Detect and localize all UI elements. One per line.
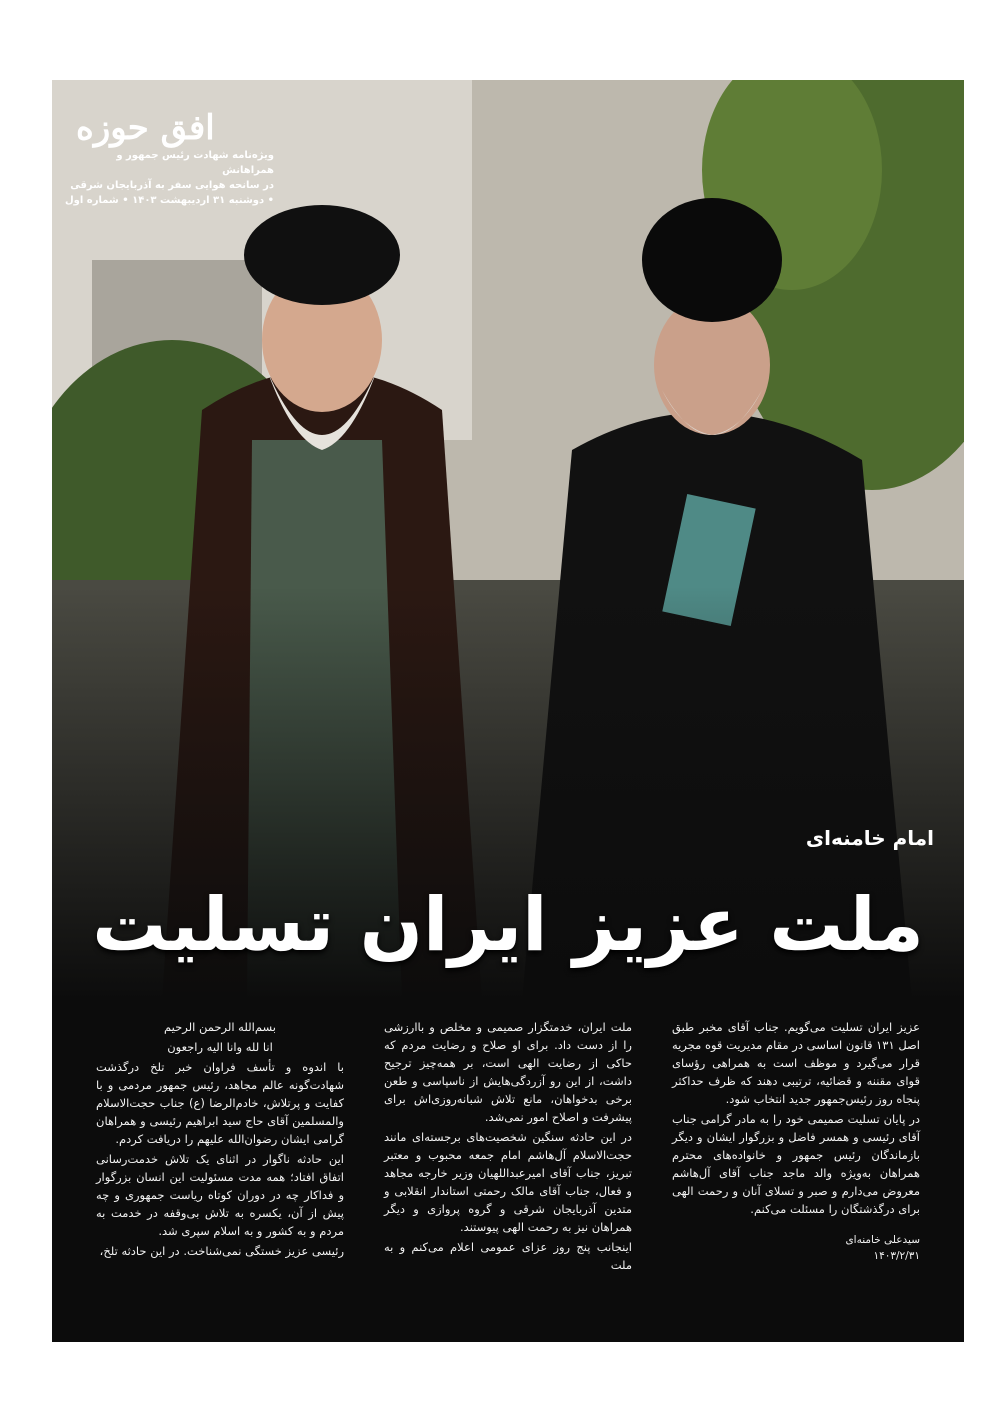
message-column-2 <box>384 1018 632 1282</box>
paragraph: این حادثه ناگوار در اثنای یک تلاش خدمت‌رسانی اتفاق افتاد؛ همه مدت مسئولیت این انسان بزرگوار و فداکار چه در دوران کوتاه ریاست جمهوری و چه پیش از آن، یکسره به تلاش بی‌وقفه در خدمت به مردم و به کشور و به اسلام سپری شد. <box>96 1152 344 1238</box>
attribution: امام خامنه‌ای <box>805 826 934 850</box>
message-columns <box>96 1018 920 1282</box>
paragraph: اینجانب پنج روز عزای عمومی اعلام می‌کنم و به ملت <box>384 1240 632 1272</box>
message-column-1 <box>96 1018 344 1282</box>
paragraph: در پایان تسلیت صمیمی خود را به مادر گرامی جناب آقای رئیسی و همسر فاضل و بزرگوار ایشان و دیگر بازماندگان رئیس جمهور و خانواده‌های محترم همراهان به‌ویژه والد ماجد جناب آقای آل‌هاشم معروض می‌دارم و صبر و تسلای آنان و رحمت الهی برای درگذشتگان را مسئلت می‌کنم. <box>672 1112 920 1216</box>
publication-logo: افق حوزه <box>76 108 215 148</box>
edition-line-1: ویژه‌نامه شهادت رئیس جمهور و همراهانش <box>116 150 274 176</box>
masthead <box>64 108 274 208</box>
paragraph: عزیز ایران تسلیت می‌گویم. جناب آقای مخبر طبق اصل ۱۳۱ قانون اساسی در مقام مدیریت قوه مجریه قرار می‌گیرد و موظف است به همراهی رؤسای قوای مقننه و قضائیه، ترتیبی دهند که ظرف حداکثر پنجاه روز رئیس‌جمهور جدید انتخاب شود. <box>672 1020 920 1106</box>
edition-line-3: • دوشنبه ۳۱ اردیبهشت ۱۴۰۳ • شماره اول <box>65 195 274 206</box>
poster-page <box>52 80 964 1342</box>
paragraph: در این حادثه سنگین شخصیت‌های برجسته‌ای مانند حجت‌الاسلام آل‌هاشم امام جمعه محبوب و معتبر تبریز، جناب آقای امیرعبداللهیان وزیر خارجه مجاهد و فعال، جناب آقای مالک رحمتی استاندار انقلابی و متدین آذربایجان شرقی و گروه پروازی و دیگر همراهان نیز به رحمت الهی پیوستند. <box>384 1130 632 1234</box>
paragraph: با اندوه و تأسف فراوان خبر تلخ درگذشت شهادت‌گونه عالم مجاهد، رئیس جمهور مردمی و با کفایت و پرتلاش، خادم‌الرضا (ع) جناب حجت‌الاسلام والمسلمین آقای حاج سید ابراهیم رئیسی و همراهان گرامی ایشان رضوان‌الله علیهم را دریافت کردم. <box>96 1060 344 1146</box>
cover-photo <box>52 80 964 1000</box>
cover-photo-illustration <box>52 80 964 1000</box>
signature <box>672 1232 920 1264</box>
paragraph: ملت ایران، خدمتگزار صمیمی و مخلص و باارزشی را از دست داد. برای او صلاح و رضایت مردم که حاکی از رضایت الهی است، بر همه‌چیز ترجیح داشت، از این رو آزردگی‌هایش از ناسپاسی و طعن برخی بدخواهان، مانع تلاش شبانه‌روزی‌اش برای پیشرفت و اصلاح امور نمی‌شد. <box>384 1020 632 1124</box>
edition-line-2: در سانحه هوایی سفر به آذربایجان شرقی <box>70 180 274 191</box>
basmala: بسم‌الله الرحمن الرحیم <box>164 1020 276 1034</box>
message-column-3 <box>672 1018 920 1282</box>
headline: ملت عزیز ایران تسلیت <box>92 882 924 968</box>
paragraph: رئیسی عزیز خستگی نمی‌شناخت. در این حادثه تلخ، <box>99 1244 344 1258</box>
signature-date: ۱۴۰۳/۲/۳۱ <box>873 1250 920 1262</box>
signature-name: سیدعلی خامنه‌ای <box>845 1234 920 1246</box>
istirja: انا لله وانا الیه راجعون <box>167 1040 273 1054</box>
